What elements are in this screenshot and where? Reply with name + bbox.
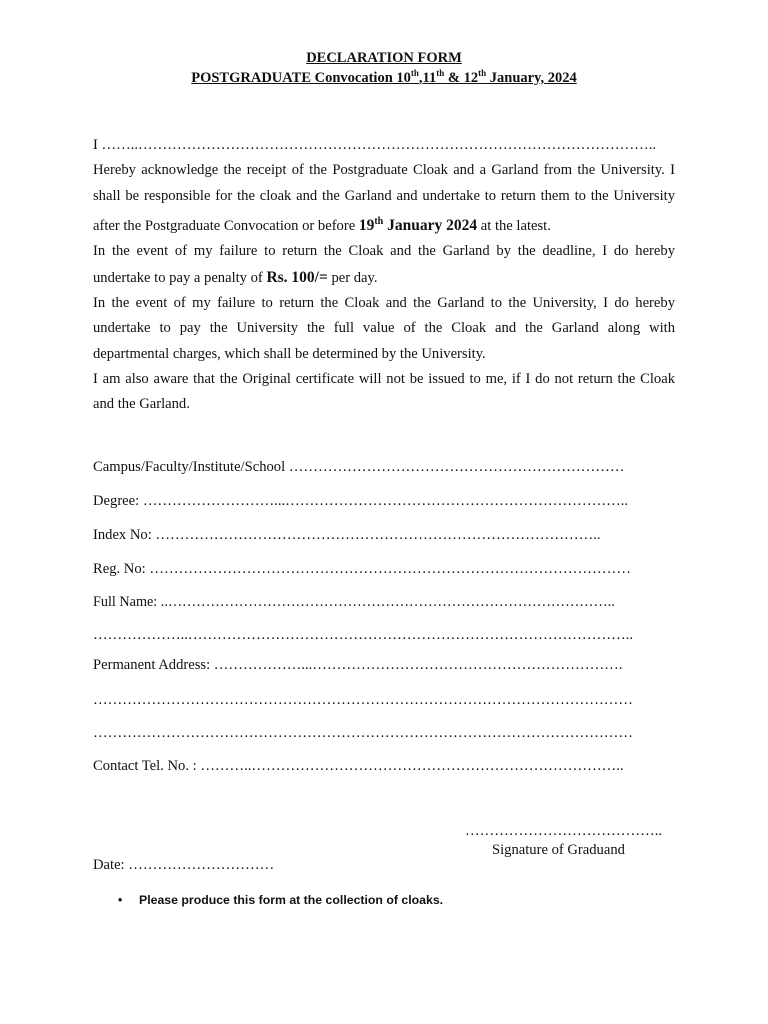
degree-field[interactable]: Degree: ………………………...…………………………………………………………….. <box>93 493 629 509</box>
subtitle-part-b: ,11 <box>418 69 437 86</box>
signature-line[interactable]: ………………………………….. <box>465 823 663 839</box>
subtitle-sup-c: th <box>478 68 487 78</box>
declarant-line: I ……..…………………………………………………………………………………………….. <box>93 137 657 153</box>
ack-text-b: at the latest. <box>477 218 551 235</box>
full-value-paragraph: In the event of my failure to return the Cloak and the Garland to the University, I do hereby undertake to pay the University the full value of the Cloak and the Garland along with departmental charges, which shall be determined by the University. <box>93 294 675 362</box>
signature-label: Signature of Graduand <box>492 842 625 858</box>
address-continuation-field-1[interactable]: ………………………………………………………………………………………………… <box>93 692 633 708</box>
address-continuation-field-2[interactable]: ………………………………………………………………………………………………… <box>93 725 633 741</box>
campus-field[interactable]: Campus/Faculty/Institute/School …………………………………………………………… <box>93 459 625 475</box>
deadline-day-sup: th <box>374 215 384 227</box>
reg-no-field[interactable]: Reg. No: ……………………………………………………………………………………… <box>93 561 631 577</box>
subtitle-part-c: & 12 <box>444 69 479 86</box>
certificate-paragraph: I am also aware that the Original certificate will not be issued to me, if I do not return the Cloak and the Garland. <box>93 370 675 413</box>
full-name-field[interactable]: Full Name: ..………………………………………………………………………………….. <box>93 594 615 610</box>
acknowledgement-paragraph <box>93 158 675 239</box>
deadline-month-year: January 2024 <box>383 217 478 235</box>
subtitle-part-d: January, 2024 <box>486 69 577 86</box>
penalty-text-a: In the event of my failure to return the Cloak and the Garland by the deadline, I do hereby undertake to pay a penalty of <box>93 243 675 286</box>
collection-note-text: Please produce this form at the collection of cloaks. <box>139 893 444 907</box>
penalty-amount: Rs. 100/= <box>266 268 328 286</box>
form-title <box>0 50 768 67</box>
form-title-text: DECLARATION FORM <box>306 50 462 66</box>
full-name-continuation-field[interactable]: ………………..……………………………………………………………………………….. <box>93 627 633 643</box>
contact-tel-field[interactable]: Contact Tel. No. : ………..………………………………………………………………….. <box>93 758 624 774</box>
subtitle-sup-b: th <box>436 68 445 78</box>
form-subtitle <box>0 68 768 87</box>
penalty-paragraph <box>93 239 675 291</box>
permanent-address-field[interactable]: Permanent Address: ………………...………………………………………………………. <box>93 657 623 673</box>
subtitle-sup-a: th <box>410 68 419 78</box>
declaration-body <box>93 133 675 417</box>
return-deadline <box>359 217 477 234</box>
bullet-icon: • <box>118 893 123 907</box>
subtitle-part-a: POSTGRADUATE Convocation 10 <box>191 69 411 86</box>
index-no-field[interactable]: Index No: ……………………………………………………………………………….. <box>93 527 601 543</box>
collection-note <box>118 893 443 907</box>
penalty-text-b: per day. <box>327 269 378 286</box>
date-field[interactable]: Date: ………………………… <box>93 857 275 873</box>
ack-text-a: Hereby acknowledge the receipt of the Postgraduate Cloak and a Garland from the University. I shall be responsible for the cloak and the Garland and undertake to return them to the University after the Postgraduate Convocation or before <box>93 162 675 235</box>
deadline-day: 19 <box>358 217 375 235</box>
